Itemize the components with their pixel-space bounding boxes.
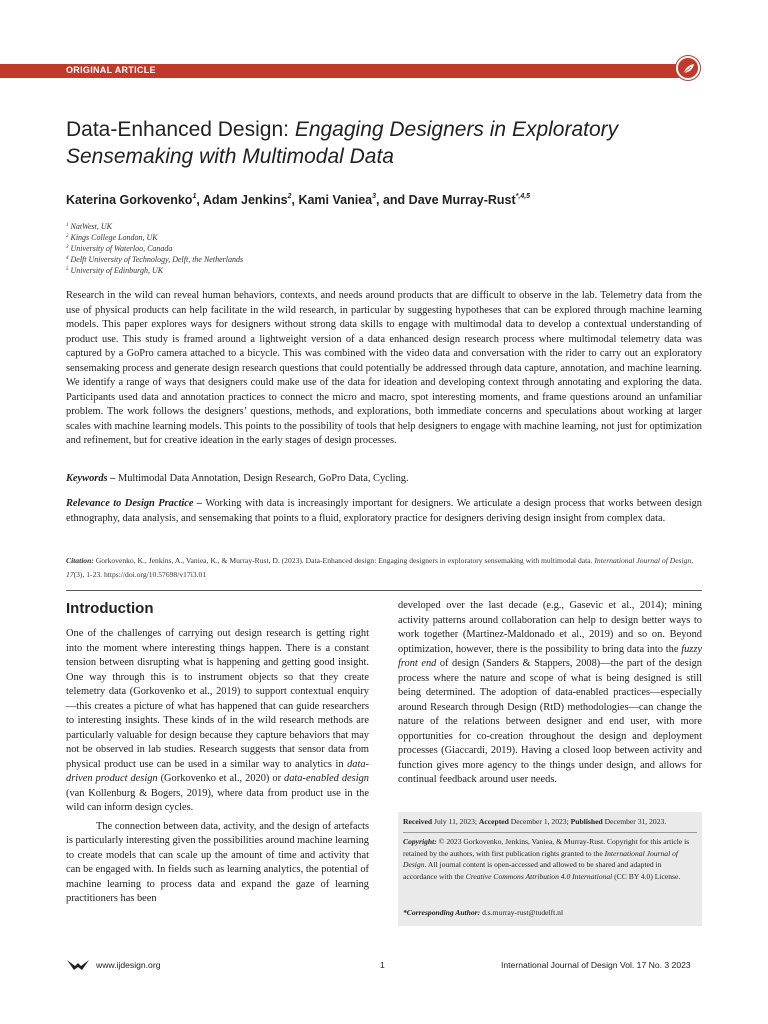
author-name: Katerina Gorkovenko [66,193,193,207]
article-info-box [398,812,702,926]
intro-paragraph-2: The connection between data, activity, and the design of artefacts is particularly interesting given the possibilities around machine learning to create models that can scale up the amount of time and activity that can be engaged with. In fields such as learning analytics, the potential of machine learning to process data and expand the gaze of learning practitioners has been [66,820,369,904]
keywords: Keywords – Multimodal Data Annotation, Design Research, GoPro Data, Cycling. [66,473,409,484]
author-list: Katerina Gorkovenko$^1$, Adam Jenkins$^2$, Kami Vaniea$^3$, and Dave Murray-Rust$^{*,4,5}$ [66,193,531,207]
journal-info: International Journal of Design Vol. 17 No. 3 2023 [501,960,691,970]
author-name: Kami Vaniea [298,193,373,207]
author-name: Dave Murray-Rust [408,193,516,207]
bird-logo-icon [66,958,90,977]
publication-dates: Received July 11, 2023; Accepted December 1, 2023; Published December 31, 2023. [403,817,667,826]
copyright-notice: Copyright: © 2023 Gorkovenko, Jenkins, Vaniea, & Murray-Rust. Copyright for this article is retained by the authors, with first publication rights granted to the International Journal of Design. All journal content is open-accessed and allowed to be shared and adapted in accordance with the Creative Commons Attribution 4.0 International (CC BY 4.0) License. [403,837,690,881]
page-number: 1 [380,960,385,970]
corresponding-author: *Corresponding Author: d.s.murray-rust@tudelft.nl [403,908,564,917]
affiliation-item: $^5$ University of Edinburgh, UK [66,266,164,275]
intro-right-column: developed over the last decade (e.g., Gasevic et al., 2014); mining activity patterns around collaboration can help to design better ways to work together (Martinez-Maldonado et al., 2019) and so on. Beyond optimization, however, there is the possibility to bring data into the fuzzy front end of design (Sanders & Stappers, 2008)—the part of the design process where the nature and scope of what is being designed is still being determined. The adoption of data-enabled practices—especially around Research through Design (RtD) methodologies—can change the nature of the relations between designer and end user, with more opportunities for co-creation throughout the design and deployment processes (Giaccardi, 2019). Having a closed loop between activity and function gives more agency to the things under design, and allows for continual feedback around user needs. [398,600,702,785]
intro-paragraph-1: One of the challenges of carrying out design research is getting right into the moment where interesting things happen. There is a constant tension between disrupting what is happening and getting good insight. One way through this is to instrument objects so that they create telemetry data (Gorkovenko et al., 2019) to support contextual enquiry—this creates a picture of what has happened that can guide researchers to interesting insights. These kinds of in the wild research methods are particularly valuable for design because they capture behaviors that may not be observed in lab studies. Research suggests that sensor data from physical product use can be used in a similar way to analytics in data-driven product design (Gorkovenko et al., 2020) or data-enabled design (van Kollenburg & Bogers, 2019), where data from product use in the wild can inform design cycles. [66,628,369,813]
abstract-text: Research in the wild can reveal human behaviors, contexts, and needs around products that are difficult to observe in the lab. Telemetry data from the use of physical products can help facilitate in the wild research, in particular by suggesting hypotheses that can be explored through machine learning models. This paper explores ways for designers without strong data skills to engage with multimodal data to develop a contextual understanding of product use. This study is framed around a lightweight version of a data enhanced design research process where multimodal telemetry data was captured by a GoPro camera attached to a bicycle. This was combined with the video data and conversation with the rider to carry out an exploratory sensemaking process and generate design research questions that could potentially be addressed through data capture, annotation, and machine learning. We identify a range of ways that designers could make use of the data for ideation and developing context through annotating and exploring the data. Participants used data and annotation practices to connect the micro and macro, spot interesting moments, and frame questions around an unfamiliar problem. The work follows the designers’ questions, methods, and explorations, both immediate concerns and speculations about working at larger scales with machine learning models. This points to the possibility of tools that help designers to engage with machine learning, not just for optimization and refinement, but for creative ideation in the early stages of design processes. [66,290,702,446]
affiliation-list [66,221,243,276]
affiliation-item: $^3$ University of Waterloo, Canada [66,244,173,253]
author-email[interactable]: d.s.murray-rust@tudelft.nl [480,908,564,917]
article-type-label: ORIGINAL ARTICLE [66,65,156,75]
author-name: Adam Jenkins [202,193,288,207]
info-divider [403,832,697,833]
citation: Citation: Gorkovenko, K., Jenkins, A., Vaniea, K., & Murray-Rust, D. (2023). Data-Enhanced design: Engaging designers in exploratory sensemaking with multimodal data. International Journal of Design, 17(3), 1-23. https://doi.org/10.57698/v17i3.01 [66,556,694,579]
section-divider [66,590,702,591]
affiliation-item: $^4$ Delft University of Technology, Delft, the Netherlands [66,255,244,264]
leaf-logo-icon [676,56,700,80]
affiliation-item: $^1$ NatWest, UK [66,222,112,231]
affiliation-item: $^2$ Kings College London, UK [66,233,158,242]
section-heading-introduction: Introduction [66,600,154,617]
intro-left-column [66,627,369,907]
relevance-to-practice: Relevance to Design Practice – Working with data is increasingly important for designers. We articulate a design process that works between design ethnography, data analysis, and sensemaking that points to a fluid, exploratory practice for designers deriving design insight from complex data. [66,498,703,524]
article-title: Data-Enhanced Design: Engaging Designers in Exploratory Sensemaking with Multimodal Data [66,118,619,168]
journal-website-link[interactable]: www.ijdesign.org [96,960,161,970]
